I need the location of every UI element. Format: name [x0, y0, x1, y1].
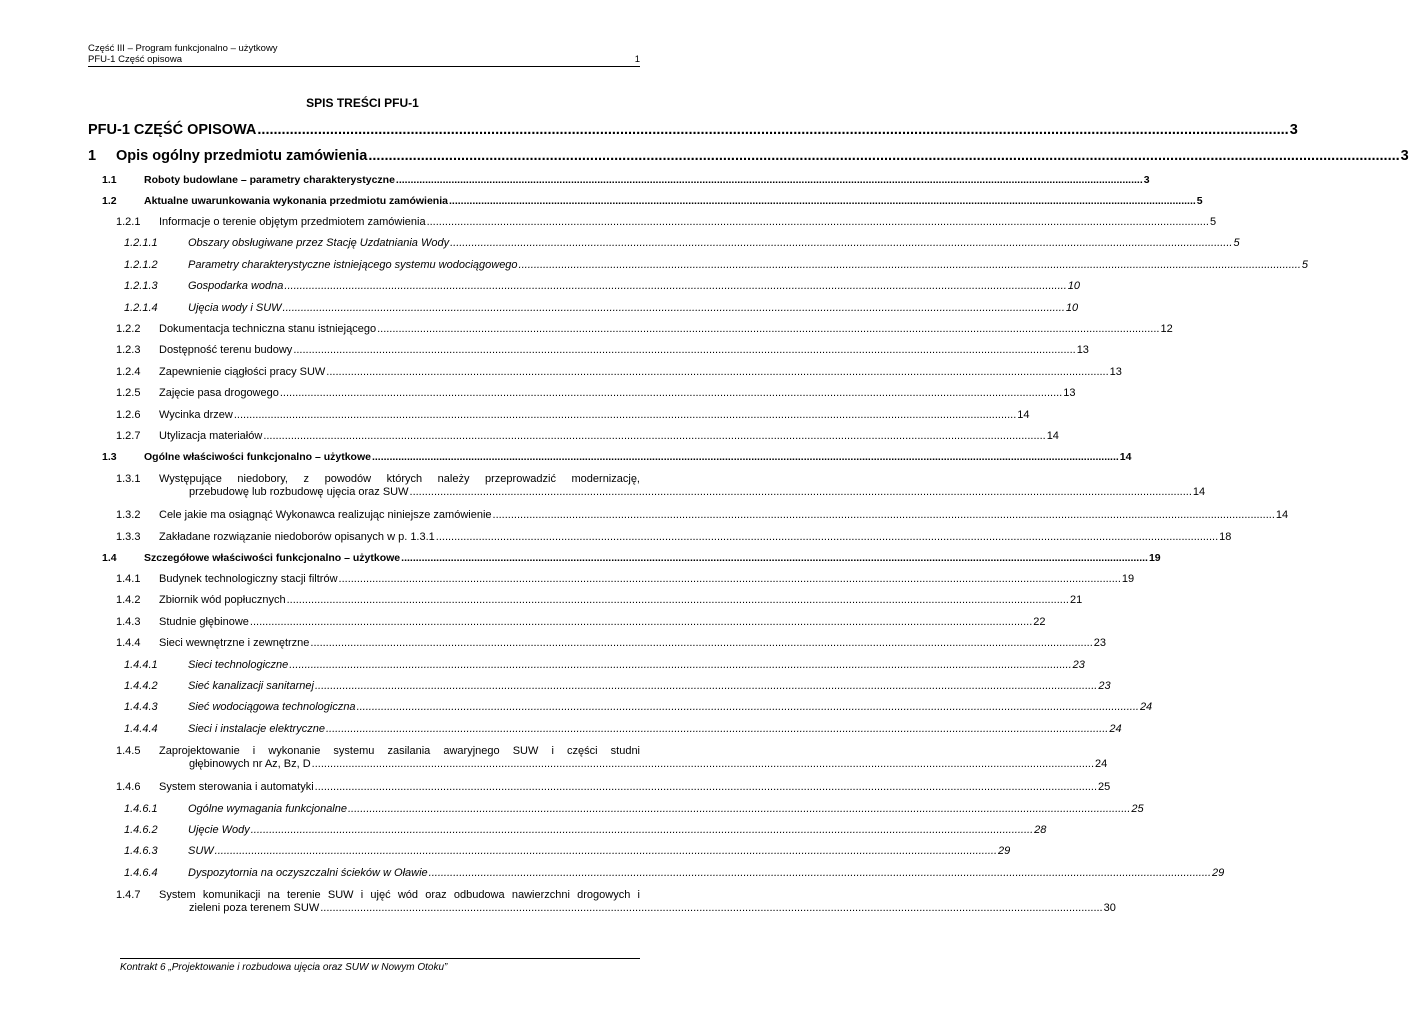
toc-entry[interactable] — [88, 633, 1107, 654]
toc-entry-page: 13 — [1109, 365, 1122, 378]
toc-leader-dots — [396, 170, 1143, 191]
toc-entry-page: 29 — [998, 845, 1011, 858]
toc-entry[interactable] — [88, 319, 1173, 340]
toc-leader-dots — [315, 777, 1097, 798]
toc-entry-page: 14 — [1275, 509, 1289, 522]
toc-title: SPIS TREŚCI PFU-1 — [306, 96, 419, 110]
toc-entry-page: 25 — [1098, 781, 1111, 794]
header-section-title: PFU-1 Część opisowa — [88, 54, 182, 65]
toc-entry-title: Sieć wodociągowa technologiczna — [188, 701, 356, 714]
toc-leader-dots — [410, 486, 1192, 499]
toc-entry-page: 14 — [1119, 451, 1132, 464]
toc-entry-title: Dokumentacja techniczna stanu istniejącego — [159, 322, 377, 335]
toc-entry-number: 1.4.6.3 — [124, 845, 158, 858]
toc-leader-dots — [234, 405, 1016, 426]
toc-entry[interactable] — [88, 340, 1089, 361]
toc-entry[interactable] — [88, 426, 1059, 447]
toc-entry-page: 5 — [1196, 195, 1203, 207]
toc-leader-dots — [312, 758, 1094, 771]
toc-entry-title: System komunikacji na terenie SUW i ujęć wód oraz odbudowa nawierzchni drogowych i — [159, 889, 640, 902]
toc-leader-dots — [251, 820, 1033, 841]
toc-entry-number: 1.2.5 — [116, 387, 141, 400]
toc-entry-title: PFU-1 CZĘŚĆ OPISOWA — [88, 122, 257, 138]
toc-entry-number: 1.4.4.4 — [124, 722, 158, 735]
toc-leader-dots — [283, 298, 1065, 319]
toc-leader-dots — [326, 719, 1108, 740]
toc-entry[interactable] — [88, 255, 1309, 276]
toc-entry-title: Ujęcia wody i SUW — [188, 301, 282, 314]
toc-entry[interactable] — [88, 820, 1047, 841]
toc-entry-number: 1.4.6.1 — [124, 802, 158, 815]
toc-entry-page: 3 — [1400, 148, 1409, 164]
page-header — [88, 43, 640, 65]
toc-entry[interactable] — [88, 863, 1225, 884]
toc-entry-page: 3 — [1289, 122, 1298, 138]
toc-entry-number: 1.4.4 — [116, 637, 141, 650]
toc-entry[interactable] — [88, 612, 1046, 633]
toc-entry-number: 1.2.1.3 — [124, 280, 158, 293]
header-part-title: Część III – Program funkcjonalno – użytkowy — [88, 43, 278, 54]
toc-entry-title: Dostępność terenu budowy — [159, 344, 293, 357]
toc-leader-dots — [339, 569, 1121, 590]
toc-entry-page: 5 — [1301, 258, 1309, 271]
toc-entry-number: 1.2.4 — [116, 365, 141, 378]
toc-entry-number: 1.2.3 — [116, 344, 141, 357]
toc-entry-page: 3 — [1143, 174, 1150, 186]
table-of-contents — [88, 117, 1409, 921]
toc-entry[interactable] — [88, 170, 1150, 191]
toc-leader-dots — [280, 383, 1062, 404]
toc-entry[interactable] — [88, 884, 1116, 921]
toc-leader-dots — [450, 233, 1232, 254]
toc-leader-dots — [284, 276, 1066, 297]
toc-entry-title: Sieć kanalizacji sanitarnej — [188, 680, 314, 693]
toc-entry[interactable] — [88, 676, 1111, 697]
toc-entry[interactable] — [88, 298, 1079, 319]
toc-entry-page: 24 — [1095, 758, 1108, 771]
toc-entry-title: Studnie głębinowe — [159, 615, 249, 628]
footer-rule — [120, 958, 640, 959]
toc-entry-page: 30 — [1103, 902, 1116, 915]
toc-leader-dots — [326, 362, 1108, 383]
toc-entry-title: System sterowania i automatyki — [159, 781, 314, 794]
toc-entry-number: 1.4.6.4 — [124, 866, 158, 879]
toc-entry-page: 14 — [1017, 408, 1030, 421]
toc-entry[interactable] — [88, 117, 1298, 143]
toc-entry-title: Informacje o terenie objętym przedmiotem zamówienia — [159, 215, 426, 228]
toc-entry[interactable] — [88, 233, 1240, 254]
toc-entry-number: 1.2 — [102, 195, 117, 207]
toc-leader-dots — [449, 191, 1196, 212]
toc-entry-page: 14 — [1046, 429, 1059, 442]
toc-entry-title: Sieci wewnętrzne i zewnętrzne — [159, 637, 310, 650]
toc-leader-dots — [377, 319, 1159, 340]
toc-entry[interactable] — [88, 777, 1111, 798]
toc-leader-dots — [293, 340, 1075, 361]
footer-text: Kontrakt 6 „Projektowanie i rozbudowa ujęcia oraz SUW w Nowym Otoku” — [120, 962, 448, 973]
toc-entry-page: 10 — [1067, 280, 1081, 293]
toc-entry[interactable] — [88, 655, 1085, 676]
toc-entry-number: 1.3.2 — [116, 509, 141, 522]
toc-entry[interactable] — [88, 468, 1206, 505]
toc-entry-title: Zapewnienie ciągłości pracy SUW — [159, 365, 326, 378]
toc-entry-title: Ogólne właściwości funkcjonalno – użytkowe — [144, 451, 371, 464]
toc-entry-page: 19 — [1148, 552, 1161, 565]
toc-entry-title: Ogólne wymagania funkcjonalne — [188, 802, 347, 815]
toc-entry-title: Aktualne uwarunkowania wykonania przedmiotu zamówienia — [144, 195, 448, 207]
toc-entry-number: 1.4.6 — [116, 781, 141, 794]
toc-leader-dots — [436, 527, 1218, 548]
toc-entry[interactable] — [88, 191, 1203, 212]
toc-entry-title: Utylizacja materiałów — [159, 429, 263, 442]
toc-entry[interactable] — [88, 143, 1409, 170]
toc-leader-dots — [310, 633, 1092, 654]
toc-entry-number: 1.4 — [102, 552, 117, 565]
toc-leader-dots — [215, 841, 997, 862]
toc-entry-number: 1.4.2 — [116, 594, 141, 607]
toc-entry-number: 1 — [88, 148, 97, 164]
toc-leader-dots — [320, 902, 1102, 915]
toc-entry-title: Sieci technologiczne — [188, 658, 289, 671]
toc-entry[interactable] — [88, 799, 1144, 820]
toc-entry-page: 24 — [1109, 722, 1122, 735]
toc-entry[interactable] — [88, 362, 1122, 383]
toc-entry-number: 1.4.4.1 — [124, 658, 158, 671]
toc-entry-title: Zakładane rozwiązanie niedoborów opisanych w p. 1.3.1 — [159, 530, 435, 543]
toc-entry-title: Cele jakie ma osiągnąć Wykonawca realizując niniejsze zamówienie — [159, 509, 492, 522]
toc-entry-page: 25 — [1131, 802, 1144, 815]
toc-entry-number: 1.4.3 — [116, 615, 141, 628]
toc-entry-title: Obszary obsługiwane przez Stację Uzdatniania Wody — [188, 237, 450, 250]
toc-entry-page: 5 — [1209, 215, 1217, 228]
toc-entry-page: 21 — [1069, 594, 1083, 607]
toc-entry-number: 1.2.2 — [116, 322, 141, 335]
toc-entry-page: 18 — [1219, 530, 1232, 543]
toc-entry-title: Wycinka drzew — [159, 408, 233, 421]
toc-entry-page: 13 — [1076, 344, 1089, 357]
toc-entry-title: Opis ogólny przedmiotu zamówienia — [116, 148, 368, 164]
toc-entry-title: Sieci i instalacje elektryczne — [188, 722, 325, 735]
toc-entry-page: 24 — [1139, 701, 1153, 714]
toc-entry[interactable] — [88, 569, 1135, 590]
toc-entry-number: 1.2.1.4 — [124, 301, 158, 314]
toc-leader-dots — [427, 212, 1209, 233]
toc-entry[interactable] — [88, 383, 1076, 404]
toc-leader-dots — [519, 255, 1301, 276]
toc-entry-page: 23 — [1093, 637, 1107, 650]
toc-entry[interactable] — [88, 548, 1161, 569]
toc-entry-page: 14 — [1192, 486, 1206, 499]
toc-entry[interactable] — [88, 447, 1132, 468]
toc-entry-page: 13 — [1063, 387, 1076, 400]
toc-leader-dots — [348, 799, 1130, 820]
toc-entry-number: 1.4.5 — [116, 745, 141, 758]
toc-entry-title: Budynek technologiczny stacji filtrów — [159, 573, 338, 586]
toc-leader-dots — [315, 676, 1097, 697]
toc-entry-page: 12 — [1160, 322, 1173, 335]
toc-entry-title: Gospodarka wodna — [188, 280, 284, 293]
toc-leader-dots — [368, 143, 1399, 170]
header-page-number: 1 — [634, 54, 640, 65]
toc-leader-dots — [263, 426, 1045, 447]
toc-entry-number: 1.1 — [102, 174, 117, 186]
toc-leader-dots — [287, 590, 1069, 611]
toc-entry-page: 10 — [1065, 301, 1079, 314]
toc-entry-number: 1.4.6.2 — [124, 823, 158, 836]
toc-entry-title: Zaprojektowanie i wykonanie systemu zasilania awaryjnego SUW i części studni — [159, 745, 640, 758]
toc-entry-title: Parametry charakterystyczne istniejącego systemu wodociągowego — [188, 258, 518, 271]
toc-entry-number: 1.3 — [102, 451, 117, 464]
toc-entry-number: 1.2.7 — [116, 429, 141, 442]
toc-leader-dots — [357, 697, 1139, 718]
toc-leader-dots — [493, 505, 1275, 526]
toc-entry-title: Szczegółowe właściwości funkcjonalno – użytkowe — [144, 552, 401, 565]
toc-leader-dots — [429, 863, 1211, 884]
toc-entry-page: 22 — [1033, 615, 1046, 628]
toc-entry[interactable] — [88, 841, 1011, 862]
toc-entry-page: 5 — [1233, 237, 1240, 250]
toc-entry[interactable] — [88, 212, 1217, 233]
toc-entry[interactable] — [88, 527, 1232, 548]
toc-entry-title: Zajęcie pasa drogowego — [159, 387, 279, 400]
toc-leader-dots — [289, 655, 1071, 676]
toc-entry-number: 1.4.7 — [116, 889, 141, 902]
toc-entry[interactable] — [88, 505, 1289, 526]
toc-entry[interactable] — [88, 740, 1108, 777]
toc-entry-page: 23 — [1098, 680, 1111, 693]
toc-entry[interactable] — [88, 276, 1081, 297]
toc-entry-title: Zbiornik wód popłucznych — [159, 594, 286, 607]
toc-entry-page: 29 — [1212, 866, 1225, 879]
toc-entry-number: 1.2.6 — [116, 408, 141, 421]
toc-entry-title: Dyspozytornia na oczyszczalni ścieków w Oławie — [188, 866, 428, 879]
header-rule — [88, 66, 640, 67]
toc-leader-dots — [401, 548, 1148, 569]
toc-entry-title: przebudowę lub rozbudowę ujęcia oraz SUW — [189, 486, 409, 499]
toc-leader-dots — [372, 447, 1119, 468]
toc-leader-dots — [250, 612, 1032, 633]
toc-entry[interactable] — [88, 405, 1030, 426]
toc-entry-number: 1.4.1 — [116, 573, 141, 586]
toc-entry-number: 1.3.1 — [116, 473, 141, 486]
toc-entry-number: 1.4.4.3 — [124, 701, 158, 714]
toc-entry-title: SUW — [188, 845, 214, 858]
toc-entry[interactable] — [88, 719, 1122, 740]
toc-leader-dots — [257, 117, 1288, 143]
toc-entry-number: 1.3.3 — [116, 530, 141, 543]
toc-entry[interactable] — [88, 697, 1153, 718]
toc-entry[interactable] — [88, 590, 1083, 611]
toc-entry-title: głębinowych nr Az, Bz, D — [189, 758, 311, 771]
toc-entry-title: Ujęcie Wody — [188, 823, 250, 836]
toc-entry-title: Występujące niedobory, z powodów których należy przeprowadzić modernizację, — [159, 473, 640, 486]
toc-entry-page: 23 — [1072, 658, 1085, 671]
toc-entry-number: 1.2.1.2 — [124, 258, 158, 271]
toc-entry-page: 19 — [1121, 573, 1135, 586]
toc-entry-number: 1.2.1.1 — [124, 237, 158, 250]
toc-entry-page: 28 — [1034, 823, 1047, 836]
toc-entry-title: zieleni poza terenem SUW — [189, 902, 320, 915]
toc-entry-title: Roboty budowlane – parametry charakterystyczne — [144, 174, 395, 186]
toc-entry-number: 1.4.4.2 — [124, 680, 158, 693]
toc-entry-number: 1.2.1 — [116, 216, 141, 228]
